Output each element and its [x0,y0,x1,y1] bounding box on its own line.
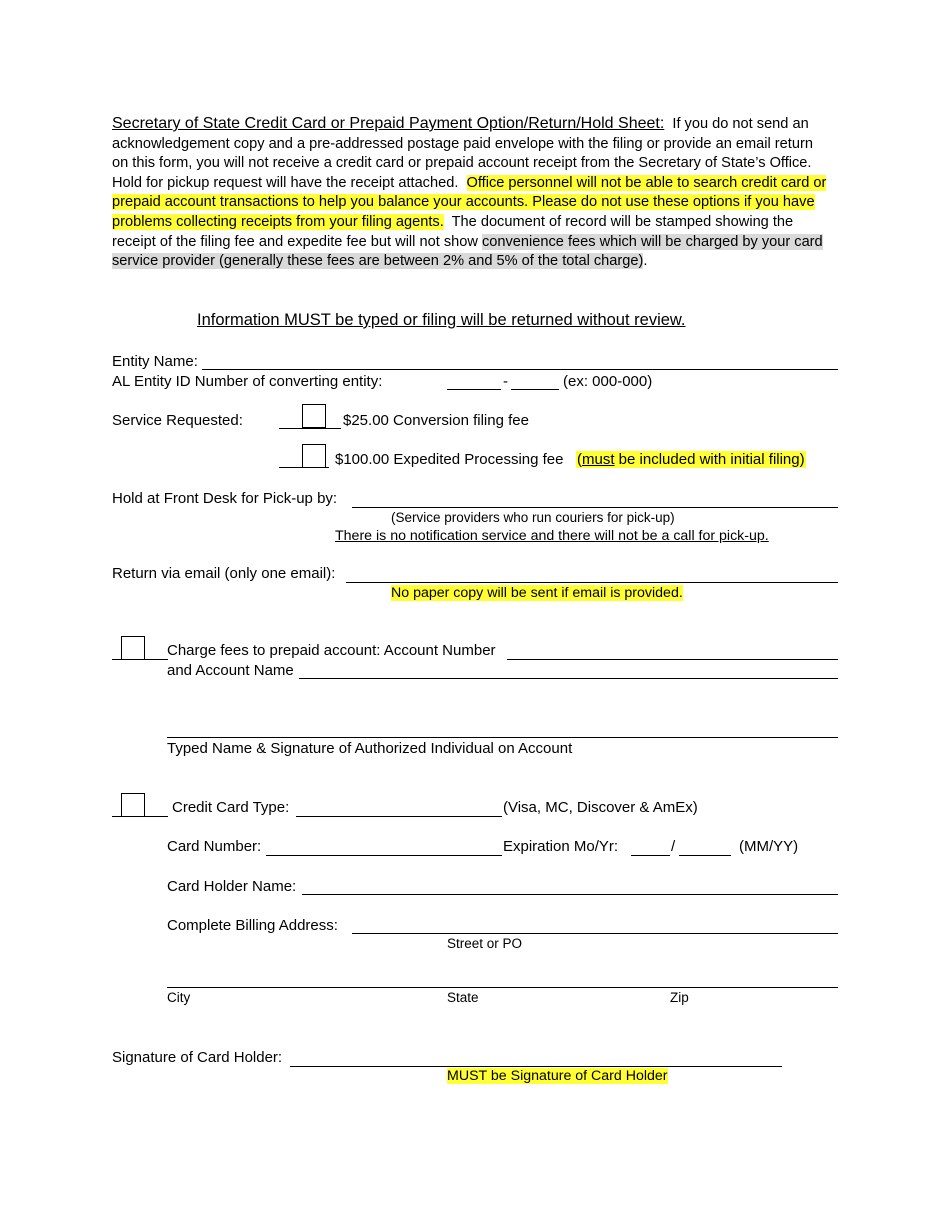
intro-text-1: If you do not send an acknowledgement copy and a pre-addressed postage paid envelope with the filing or provide an email return on this form, you will not receive a credit card or prepaid account receipt from the Secretary of State’s Office. Hold for pickup request will have the receipt attached. [112,116,813,191]
typed-notice: Information MUST be typed or filing will be returned without review. [197,311,686,329]
prepaid-account-number-field[interactable] [507,659,838,660]
card-type-field[interactable] [296,816,502,817]
email-return-label: Return via email (only one email): [112,565,336,582]
intro-convenience-fees-note: convenience fees which will be charged by your card service provider (generally these fees are between 2% and 5% of the total charge) [112,233,823,270]
expiration-label: Expiration Mo/Yr: [503,838,619,855]
card-number-field[interactable] [266,855,502,856]
card-holder-name-field[interactable] [302,894,838,895]
prepaid-account-name-field[interactable] [299,678,838,679]
expedited-fee-checkbox[interactable] [302,444,326,468]
conversion-fee-label: $25.00 Conversion filing fee [343,412,529,429]
street-label: Street or PO [447,936,523,951]
expiration-slash: / [671,838,676,855]
signature-notice: MUST be Signature of Card Holder [447,1068,668,1084]
expedited-note-must: must [582,451,615,468]
billing-address-street-field[interactable] [352,933,838,934]
entity-id-example: (ex: 000-000) [563,373,653,390]
expedited-note-rest: be included with initial filing) [614,451,805,468]
expedited-fee-note [576,451,806,468]
expedited-fee-label: $100.00 Expedited Processing fee [335,451,564,468]
prepaid-signature-field[interactable] [167,737,838,738]
card-holder-signature-field[interactable] [290,1066,782,1067]
expiration-month-field[interactable] [631,855,670,856]
prepaid-signature-label: Typed Name & Signature of Authorized Individual on Account [167,740,573,757]
email-return-notice: No paper copy will be sent if email is provided. [391,585,683,601]
prepaid-account-number-label: Charge fees to prepaid account: Account Number [167,642,496,659]
hold-pickup-label: Hold at Front Desk for Pick-up by: [112,490,338,507]
card-type-hint: (Visa, MC, Discover & AmEx) [503,799,698,816]
hold-pickup-field[interactable] [352,507,838,508]
prepaid-checkbox-underline [112,659,168,660]
zip-label: Zip [670,990,689,1005]
card-type-label: Credit Card Type: [172,799,290,816]
entity-name-label: Entity Name: [112,353,198,370]
state-label: State [447,990,479,1005]
expiration-hint: (MM/YY) [739,838,799,855]
entity-id-part1-field[interactable] [447,389,501,390]
entity-id-dash: - [503,373,508,390]
entity-id-label: AL Entity ID Number of converting entity: [112,373,383,390]
intro-text-3: The document of record will be stamped showing the receipt of the filing fee and expedite fee but will not show [112,213,794,250]
prepaid-account-name-label: and Account Name [167,662,294,679]
city-label: City [167,990,191,1005]
credit-card-checkbox[interactable] [121,793,145,817]
intro-highlight-warning: Office personnel will not be able to search credit card or prepaid account transactions to help you balance your accounts. Please do not use these options if you have problems collecting receipts from your filing agents. [112,174,827,230]
billing-city-state-zip-field[interactable] [167,987,838,988]
expedited-note-open: ( [577,451,582,468]
expedited-fee-underline [279,467,329,468]
card-holder-signature-label: Signature of Card Holder: [112,1049,283,1066]
hold-pickup-sublabel: (Service providers who run couriers for pick-up) [391,510,675,525]
card-number-label: Card Number: [167,838,262,855]
credit-card-checkbox-underline [112,816,168,817]
service-requested-label: Service Requested: [112,412,243,429]
form-title: Secretary of State Credit Card or Prepaid Payment Option/Return/Hold Sheet: [112,115,665,132]
hold-pickup-notice: There is no notification service and there will not be a call for pick-up. [335,528,769,544]
entity-id-part2-field[interactable] [511,389,559,390]
email-return-field[interactable] [346,582,838,583]
prepaid-account-checkbox[interactable] [121,636,145,660]
expiration-year-field[interactable] [679,855,731,856]
conversion-fee-underline [279,428,341,429]
intro-period: . [643,253,648,270]
intro-paragraph [112,114,832,272]
conversion-fee-checkbox[interactable] [302,404,326,428]
billing-address-label: Complete Billing Address: [167,917,338,934]
card-holder-name-label: Card Holder Name: [167,878,297,895]
entity-name-field[interactable] [202,369,838,370]
